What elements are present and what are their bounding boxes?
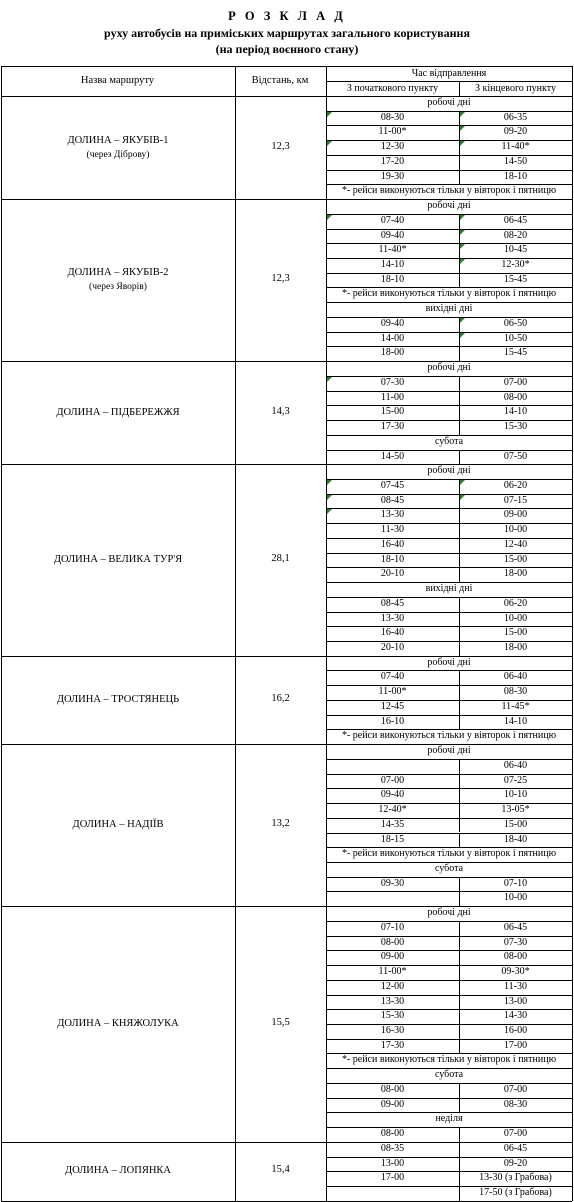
day-type-label: робочі дні: [427, 907, 471, 919]
departure-time-start: 12-30: [380, 141, 405, 153]
departure-time-end: 06-50: [503, 317, 528, 329]
cell-marker-icon: [327, 495, 332, 500]
time-col-divider: [459, 1009, 460, 1024]
cell-marker-icon: [460, 230, 465, 235]
time-col-divider: [459, 774, 460, 789]
departure-time-end: 12-30*: [501, 259, 530, 271]
route-name: [1, 406, 235, 420]
time-col-divider: [459, 1171, 460, 1186]
time-col-divider: [459, 685, 460, 700]
departure-time-end: 07-00: [503, 376, 528, 388]
route-title: ДОЛИНА – ЛОПЯНКА: [64, 1165, 172, 1177]
time-col-divider: [459, 936, 460, 951]
time-col-divider: [459, 1186, 460, 1201]
departure-time-end: 15-00: [503, 818, 528, 830]
departure-time-end: 09-20: [503, 126, 528, 138]
table-col-divider: [235, 66, 236, 1201]
time-col-divider: [459, 612, 460, 627]
departure-time-start: 17-30: [380, 421, 405, 433]
route-title: ДОЛИНА – ЯКУБІВ-1: [67, 134, 169, 146]
departure-time-end: 15-00: [503, 627, 528, 639]
route-name: [1, 266, 235, 294]
departure-time-end: 07-00: [503, 1128, 528, 1140]
schedule-footnote: *- рейси виконуються тільки у вівторок і пятницю: [341, 848, 557, 860]
col-header-distance: Відстань, км: [251, 75, 309, 86]
time-col-divider: [459, 921, 460, 936]
departure-time-start: 11-00*: [378, 126, 407, 138]
cell-marker-icon: [460, 480, 465, 485]
departure-time-end: 11-45*: [501, 700, 530, 712]
col-header-from-start: З початкового пункту: [346, 83, 439, 94]
departure-time-start: 07-30: [380, 376, 405, 388]
departure-time-end: 18-00: [503, 642, 528, 653]
departure-time-start: 12-40*: [378, 804, 407, 816]
departure-time-start: 15-00: [380, 406, 405, 418]
departure-time-start: 14-10: [380, 259, 405, 271]
cell-marker-icon: [327, 112, 332, 117]
departure-time-end: 06-20: [503, 597, 528, 609]
time-col-divider: [459, 508, 460, 523]
time-col-divider: [459, 833, 460, 848]
time-col-divider: [459, 788, 460, 803]
cell-marker-icon: [327, 377, 332, 382]
cell-marker-icon: [460, 112, 465, 117]
time-col-divider: [459, 170, 460, 185]
document-header: [0, 0, 574, 66]
route-name: [1, 1017, 235, 1031]
header-subdivider: [326, 81, 572, 82]
departure-time-end: 17-50 (з Грабова): [479, 1187, 552, 1199]
cell-marker-icon: [460, 333, 465, 338]
departure-time-end: 07-25: [503, 774, 528, 786]
departure-time-start: 13-30: [380, 612, 405, 624]
departure-time-start: 08-35: [380, 1142, 405, 1154]
route-title: ДОЛИНА – ЯКУБІВ-2: [67, 267, 169, 279]
cell-marker-icon: [460, 141, 465, 146]
departure-time-start: 18-10: [380, 273, 405, 285]
departure-time-start: 14-00: [380, 332, 405, 344]
time-col-divider: [459, 376, 460, 391]
departure-time-start: 13-00: [380, 1157, 405, 1169]
departure-time-end: 10-00: [503, 612, 528, 624]
time-col-divider: [459, 626, 460, 641]
departure-time-end: 06-20: [503, 479, 528, 491]
departure-time-end: 12-40: [503, 538, 528, 550]
departure-time-end: 08-00: [503, 951, 528, 963]
time-col-divider: [459, 1157, 460, 1172]
doc-subtitle-period: (на період воєнного стану): [215, 42, 359, 56]
time-col-divider: [459, 995, 460, 1010]
time-col-divider: [459, 405, 460, 420]
cell-marker-icon: [327, 509, 332, 514]
departure-time-start: 07-40: [380, 214, 405, 226]
day-type-label: субота: [434, 862, 464, 874]
departure-time-start: 11-00*: [378, 966, 407, 978]
departure-time-start: 08-45: [380, 494, 405, 506]
departure-time-start: 07-40: [380, 671, 405, 683]
time-col-divider: [459, 980, 460, 995]
departure-time-start: 09-40: [380, 789, 405, 801]
time-col-divider: [459, 759, 460, 774]
departure-time-start: 15-30: [380, 1010, 405, 1022]
cell-marker-icon: [460, 244, 465, 249]
departure-time-end: 08-00: [503, 391, 528, 403]
departure-time-start: 08-45: [380, 597, 405, 609]
day-type-label: неділя: [435, 1113, 463, 1125]
route-via: (через Діброву): [86, 149, 150, 160]
time-col-divider: [459, 965, 460, 980]
departure-time-end: 06-40: [503, 671, 528, 683]
time-col-divider: [459, 567, 460, 582]
departure-time-start: 12-45: [380, 700, 405, 712]
time-col-divider: [459, 538, 460, 553]
time-col-divider: [459, 1024, 460, 1039]
departure-time-end: 07-10: [503, 877, 528, 889]
col-header-departure: Час відправлення: [411, 68, 487, 79]
time-col-divider: [459, 877, 460, 892]
route-distance: 13,2: [271, 818, 290, 830]
departure-time-end: 18-00: [503, 568, 528, 580]
departure-time-end: 08-30: [503, 1098, 528, 1110]
departure-time-start: 11-40*: [378, 244, 407, 256]
departure-time-start: 18-00: [380, 347, 405, 359]
departure-time-end: 07-15: [503, 494, 528, 506]
day-type-label: робочі дні: [427, 97, 471, 108]
time-col-divider: [459, 715, 460, 730]
cell-marker-icon: [460, 126, 465, 131]
departure-time-start: 07-10: [380, 921, 405, 933]
route-name: [1, 818, 235, 832]
route-distance: 12,3: [271, 140, 290, 152]
departure-time-end: 15-45: [503, 347, 528, 359]
route-title: ДОЛИНА – КНЯЖОЛУКА: [57, 1017, 179, 1029]
departure-time-start: 11-30: [381, 524, 404, 536]
table-left-border: [1, 66, 2, 1201]
departure-time-end: 18-10: [503, 170, 528, 182]
departure-time-start: 18-10: [380, 553, 405, 565]
route-distance: 14,3: [271, 405, 290, 417]
time-col-divider: [459, 803, 460, 818]
cell-marker-icon: [460, 215, 465, 220]
route-name: [1, 553, 235, 567]
time-col-divider: [459, 670, 460, 685]
departure-time-end: 10-50: [503, 332, 528, 344]
cell-marker-icon: [460, 495, 465, 500]
departure-time-end: 16-00: [503, 1024, 528, 1036]
time-col-divider: [459, 553, 460, 568]
table-col-divider: [326, 66, 327, 1201]
table-right-border: [572, 66, 573, 1201]
departure-time-end: 15-45: [503, 273, 528, 285]
departure-time-start: 16-10: [380, 715, 405, 727]
departure-time-end: 18-40: [503, 833, 528, 845]
day-type-label: робочі дні: [427, 656, 471, 668]
departure-time-start: 11-00*: [378, 686, 407, 698]
doc-subtitle: руху автобусів на приміських маршрутах загального користування: [104, 26, 470, 40]
cell-marker-icon: [327, 215, 332, 220]
time-col-divider: [459, 818, 460, 833]
day-type-label: субота: [434, 435, 464, 447]
departure-time-start: 18-15: [380, 833, 405, 845]
cell-marker-icon: [460, 259, 465, 264]
departure-time-end: 15-30: [503, 421, 528, 433]
time-col-divider: [459, 1142, 460, 1157]
schedule-footnote: *- рейси виконуються тільки у вівторок і пятницю: [341, 1054, 557, 1066]
departure-time-start: 11-00: [381, 391, 404, 403]
time-col-divider: [459, 155, 460, 170]
time-col-divider: [459, 700, 460, 715]
day-type-label: робочі дні: [427, 745, 471, 757]
time-col-divider: [459, 1083, 460, 1098]
departure-time-start: 09-30: [380, 877, 405, 889]
time-col-divider: [459, 950, 460, 965]
departure-time-end: 14-10: [503, 715, 528, 727]
departure-time-end: 06-45: [503, 214, 528, 226]
departure-time-start: 09-00: [380, 951, 405, 963]
departure-time-end: 14-10: [503, 406, 528, 418]
departure-time-end: 14-30: [503, 1010, 528, 1022]
departure-time-end: 09-30*: [501, 966, 530, 978]
departure-time-start: 20-10: [380, 642, 405, 653]
route-title: ДОЛИНА – ТРОСТЯНЕЦЬ: [56, 693, 180, 705]
time-col-divider: [459, 597, 460, 612]
departure-time-start: 16-40: [380, 538, 405, 550]
departure-time-end: 13-05*: [501, 804, 530, 816]
departure-time-end: 17-00: [503, 1039, 528, 1051]
route-title: ДОЛИНА – НАДІЇВ: [72, 819, 164, 831]
departure-time-start: 16-30: [380, 1024, 405, 1036]
departure-time-end: 10-10: [503, 789, 528, 801]
departure-time-start: 13-30: [380, 995, 405, 1007]
departure-time-end: 13-00: [503, 995, 528, 1007]
schedule-footnote: *- рейси виконуються тільки у вівторок і пятницю: [341, 288, 557, 300]
departure-time-start: 09-40: [380, 229, 405, 241]
route-distance: 15,5: [271, 1016, 290, 1028]
departure-time-end: 09-20: [503, 1157, 528, 1169]
schedule-footnote: *- рейси виконуються тільки у вівторок і пятницю: [341, 730, 557, 742]
departure-time-start: 09-00: [380, 1098, 405, 1110]
route-title: ДОЛИНА – ВЕЛИКА ТУР'Я: [53, 553, 183, 565]
departure-time-end: 10-00: [503, 524, 528, 536]
departure-time-start: 13-30: [380, 509, 405, 521]
departure-time-start: 17-30: [380, 1039, 405, 1051]
time-col-divider: [459, 391, 460, 406]
route-distance: 12,3: [271, 273, 290, 285]
departure-time-end: 08-20: [503, 229, 528, 241]
time-col-divider: [459, 346, 460, 361]
departure-time-start: 16-40: [380, 627, 405, 639]
departure-time-end: 13-30 (з Грабова): [479, 1172, 552, 1184]
day-type-label: вихідні дні: [425, 583, 473, 595]
route-name: [1, 693, 235, 707]
departure-time-start: 12-00: [380, 980, 405, 992]
route-name: [1, 134, 235, 162]
departure-time-end: 07-50: [503, 450, 528, 462]
departure-time-end: 11-40*: [501, 141, 530, 153]
route-name: [1, 1164, 235, 1178]
day-type-label: робочі дні: [427, 465, 471, 477]
time-col-divider: [459, 420, 460, 435]
departure-time-start: 14-35: [380, 818, 405, 830]
departure-time-start: 20-10: [380, 568, 405, 580]
departure-time-start: 17-00: [380, 1172, 405, 1184]
departure-time-end: 09-00: [503, 509, 528, 521]
route-distance: 16,2: [271, 692, 290, 704]
header-col-divider: [459, 81, 460, 96]
route-distance: 15,4: [271, 1164, 290, 1176]
departure-time-end: 08-30: [503, 686, 528, 698]
doc-title: Р О З К Л А Д: [228, 9, 346, 23]
col-header-route: Назва маршруту: [80, 75, 155, 86]
time-col-divider: [459, 273, 460, 288]
departure-time-start: 09-40: [380, 317, 405, 329]
time-col-divider: [459, 450, 460, 465]
departure-time-start: 08-30: [380, 111, 405, 123]
departure-time-end: 06-45: [503, 921, 528, 933]
departure-time-start: 08-00: [380, 1128, 405, 1140]
route-via: (через Яворів): [89, 282, 147, 293]
route-title: ДОЛИНА – ПІДБЕРЕЖЖЯ: [56, 406, 180, 418]
departure-time-end: 06-45: [503, 1142, 528, 1154]
time-col-divider: [459, 1039, 460, 1054]
departure-time-end: 14-50: [503, 155, 528, 167]
departure-time-start: 07-45: [380, 479, 405, 491]
col-header-from-end: З кінцевого пункту: [475, 83, 556, 94]
cell-marker-icon: [460, 318, 465, 323]
departure-time-start: 17-20: [380, 155, 405, 167]
departure-time-start: 08-00: [380, 936, 405, 948]
schedule-footnote: *- рейси виконуються тільки у вівторок і пятницю: [341, 185, 557, 197]
departure-time-end: 11-30: [504, 980, 527, 992]
table-top-border: [1, 66, 572, 67]
departure-time-start: 14-50: [380, 450, 405, 462]
departure-time-end: 07-00: [503, 1083, 528, 1095]
time-col-divider: [459, 523, 460, 538]
day-type-label: робочі дні: [427, 362, 471, 374]
cell-marker-icon: [327, 141, 332, 146]
time-col-divider: [459, 891, 460, 906]
departure-time-start: 19-30: [380, 170, 405, 182]
route-distance: 28,1: [271, 552, 290, 564]
departure-time-end: 06-40: [503, 759, 528, 771]
day-type-label: вихідні дні: [425, 303, 473, 315]
cell-marker-icon: [327, 480, 332, 485]
departure-time-start: 07-00: [380, 774, 405, 786]
departure-time-end: 10-45: [503, 244, 528, 256]
departure-time-end: 06-35: [503, 111, 528, 123]
departure-time-end: 10-00: [503, 892, 528, 904]
time-col-divider: [459, 1127, 460, 1142]
departure-time-start: 08-00: [380, 1083, 405, 1095]
time-col-divider: [459, 1098, 460, 1113]
time-col-divider: [459, 641, 460, 656]
departure-time-end: 07-30: [503, 936, 528, 948]
day-type-label: субота: [434, 1069, 464, 1081]
day-type-label: робочі дні: [427, 200, 471, 212]
departure-time-end: 15-00: [503, 553, 528, 565]
